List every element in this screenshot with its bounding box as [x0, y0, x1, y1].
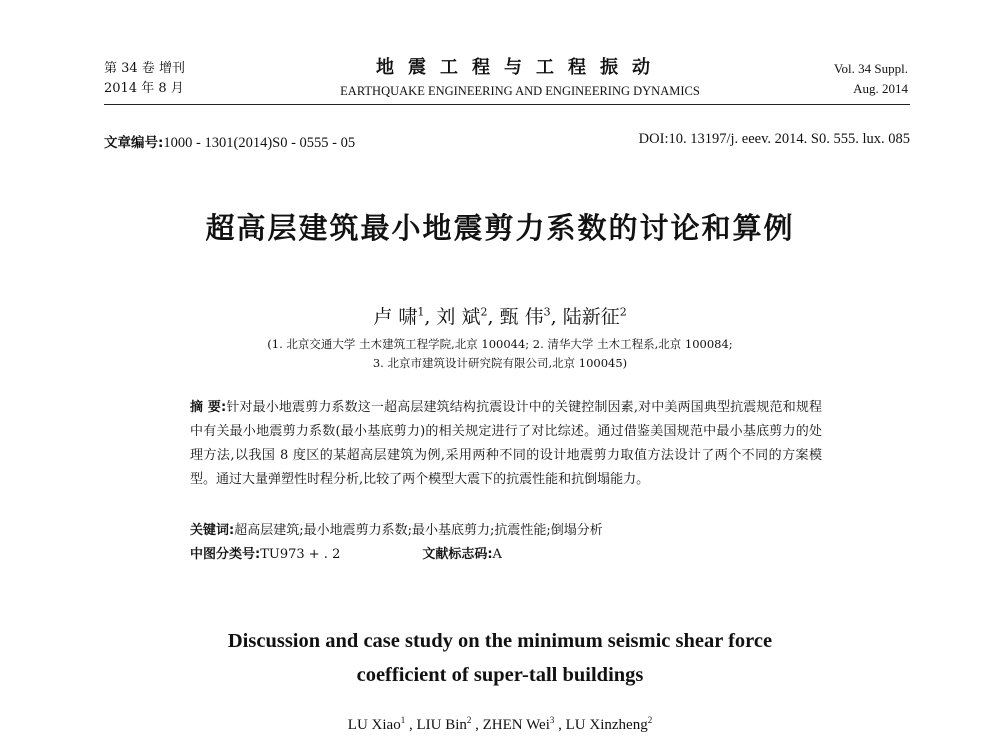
author-en-sup: 2 [466, 715, 472, 725]
header-rule [104, 104, 910, 105]
author-cn-sup: 2 [480, 305, 488, 319]
title-en-line: coefficient of super-tall buildings [356, 664, 644, 686]
journal-title-en: EARTHQUAKE ENGINEERING AND ENGINEERING DYNAMICS [340, 84, 700, 98]
header-left [104, 59, 185, 99]
author-separator: , [424, 306, 431, 328]
author-cn-sup: 1 [417, 305, 425, 319]
author-en: LIU Bin [416, 717, 467, 733]
author-en: LU Xiao [347, 717, 401, 733]
affiliation-line: 3. 北京市建筑设计研究院有限公司,北京 100045) [372, 356, 628, 370]
keywords-text: 超高层建筑;最小地震剪力系数;最小基底剪力;抗震性能;倒塌分析 [234, 523, 603, 538]
doi: DOI:10. 13197/j. eeev. 2014. S0. 555. lux. 085 [638, 131, 910, 147]
abstract [190, 396, 822, 492]
header-right [834, 59, 908, 99]
header-center [270, 56, 770, 100]
journal-title-cn: 地震工程与工程振动 [376, 57, 664, 78]
author-en-sup: 2 [647, 715, 653, 725]
article-number [104, 131, 355, 152]
author-separator: , [487, 306, 494, 328]
author-cn: 陆新征 [562, 306, 620, 328]
author-cn-sup: 2 [619, 305, 627, 319]
author-cn: 甄 伟 [499, 306, 544, 328]
affiliation-line: (1. 北京交通大学 土木建筑工程学院,北京 100044; 2. 清华大学 土木工程系,北京 100084; [267, 337, 733, 351]
doc-code-label: 文献标志码: [422, 547, 493, 562]
authors-en [0, 715, 1000, 734]
author-en: ZHEN Wei [482, 717, 550, 733]
keywords-label: 关键词: [190, 523, 235, 538]
paper-title-en [0, 624, 1000, 692]
author-cn: 卢 啸 [373, 306, 418, 328]
author-en: LU Xinzheng [565, 717, 648, 733]
authors-cn [0, 302, 1000, 329]
date-cn: 2014 年 8 月 [104, 81, 184, 96]
volume-cn: 第 34 卷 增刊 [104, 61, 185, 76]
abstract-label: 摘 要: [190, 400, 227, 415]
abstract-text: 针对最小地震剪力系数这一超高层建筑结构抗震设计中的关键控制因素,对中美两国典型抗震规范和规程中有关最小地震剪力系数(最小基底剪力)的相关规定进行了对比综述。通过借鉴美国规范中最小基底剪力的处理方法,以我国 8 度区的某超高层建筑为例,采用两种不同的设计地震剪力取值方法设计了两个不同的方案模型。通过大量弹塑性时程分析,比较了两个模型大震下的抗震性能和抗倒塌能力。 [190, 400, 822, 487]
classification [190, 543, 830, 567]
paper-title-cn: 超高层建筑最小地震剪力系数的讨论和算例 [205, 211, 795, 245]
author-en-sup: 3 [549, 715, 555, 725]
author-en-sup: 1 [400, 715, 406, 725]
title-en-line: Discussion and case study on the minimum seismic shear force [227, 630, 773, 652]
article-number-value: 1000 - 1301(2014)S0 - 0555 - 05 [163, 135, 356, 151]
author-separator: , [405, 717, 413, 733]
keywords [190, 519, 830, 543]
clc-value: TU973 + . 2 [260, 547, 341, 562]
volume-en: Vol. 34 Suppl. [833, 61, 908, 76]
article-number-label: 文章编号: [104, 135, 164, 151]
date-en: Aug. 2014 [853, 81, 908, 96]
author-cn: 刘 斌 [436, 306, 481, 328]
author-separator: , [471, 717, 479, 733]
author-separator: , [554, 717, 562, 733]
affiliations-cn [0, 335, 1000, 373]
author-cn-sup: 3 [543, 305, 551, 319]
clc-label: 中图分类号: [190, 547, 261, 562]
doc-code-value: A [492, 547, 502, 562]
author-separator: , [550, 306, 557, 328]
